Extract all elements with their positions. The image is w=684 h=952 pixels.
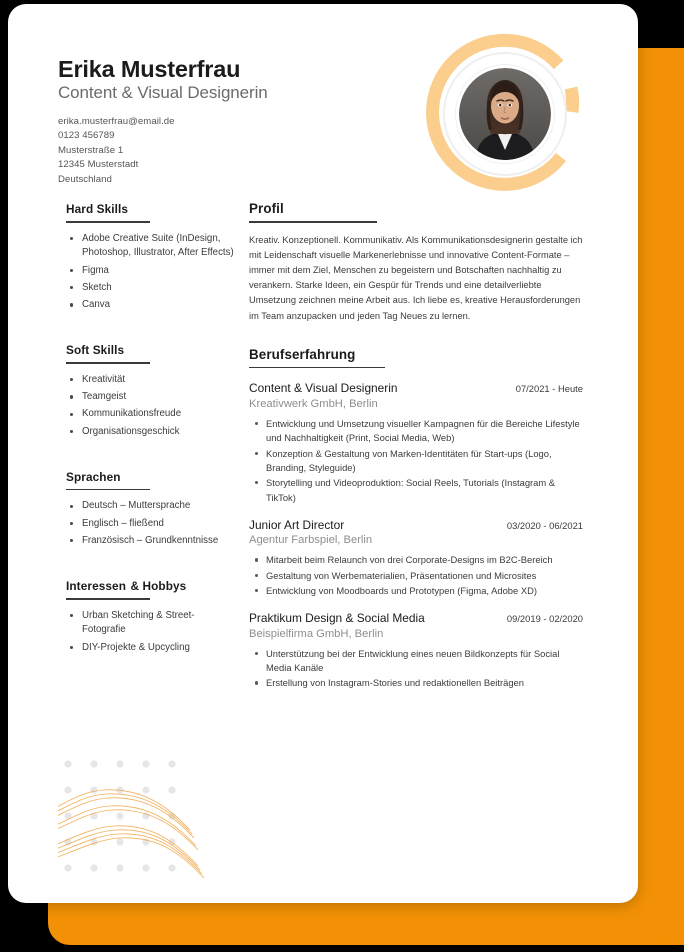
heading-underline (249, 221, 377, 223)
list-item: Organisationsgeschick (66, 425, 238, 440)
list-item: Figma (66, 264, 238, 279)
avatar (421, 30, 589, 198)
contact-phone: 0123 456789 (58, 130, 115, 142)
page-title: Erika Musterfrau (58, 56, 241, 82)
job-title: Junior Art Director (249, 517, 345, 532)
list-item: Entwicklung und Umsetzung visueller Kampagnen für die Bereiche Lifestyle und Nachhaltigkeit (Print, Social Media, Web) (249, 417, 583, 446)
job-company: Beispielfirma GmbH, Berlin (249, 627, 384, 640)
wave-lines (58, 790, 204, 878)
contact-country: Deutschland (58, 174, 112, 186)
job-subtitle: Content & Visual Designerin (58, 83, 268, 103)
job-duties-list (249, 417, 583, 505)
section-languages (66, 468, 238, 549)
list-item: Deutsch – Muttersprache (66, 499, 238, 514)
experience-entry (249, 381, 583, 504)
hard-skills-list (66, 232, 238, 313)
list-item: Unterstützung bei der Entwicklung eines neuen Bildkonzepts für Social Media Kanäle (249, 647, 583, 676)
job-date: 09/2019 - 02/2020 (506, 613, 583, 625)
section-hard-skills (66, 200, 238, 313)
list-item: Sketch (66, 281, 238, 296)
interests-list (66, 609, 238, 656)
decorative-pattern (58, 752, 258, 902)
list-item: Mitarbeit beim Relaunch von drei Corporate-Designs im B2C-Bereich (249, 553, 583, 567)
resume-page-card (8, 4, 638, 903)
languages-heading: Sprachen (66, 469, 121, 484)
experience-heading: Berufserfahrung (249, 346, 356, 362)
list-item: Kommunikationsfreude (66, 407, 238, 422)
job-title: Praktikum Design & Social Media (249, 611, 425, 626)
section-experience (249, 346, 583, 691)
hard-skills-heading: Hard Skills (66, 202, 129, 216)
interests-heading-line2: & Hobbys (130, 579, 187, 594)
profil-heading: Profil (249, 201, 284, 216)
spacer (66, 442, 238, 468)
section-soft-skills (66, 341, 238, 439)
experience-entry (249, 518, 583, 598)
job-date: 07/2021 - Heute (515, 383, 583, 395)
spacer (66, 551, 238, 577)
job-date: 03/2020 - 06/2021 (506, 519, 583, 531)
section-interests (66, 577, 238, 655)
list-item: Adobe Creative Suite (InDesign, Photoshop, Illustrator, After Effects) (66, 232, 238, 261)
list-item: Französisch – Grundkenntnisse (66, 534, 238, 549)
section-profil (249, 200, 583, 324)
header (58, 56, 398, 188)
interests-heading-line1: Interessen (66, 579, 127, 594)
contact-email: erika.musterfrau@email.de (58, 115, 175, 127)
languages-list (66, 499, 238, 548)
job-duties-list (249, 553, 583, 598)
heading-underline (66, 489, 150, 491)
list-item: Entwicklung von Moodboards und Prototypen (Figma, Adobe XD) (249, 584, 583, 598)
soft-skills-heading: Soft Skills (66, 343, 125, 358)
main-content (249, 200, 583, 692)
list-item: Urban Sketching & Street-Fotografie (66, 609, 238, 638)
list-item: Konzeption & Gestaltung von Marken-Identitäten für Start-ups (Logo, Branding, Styleguide) (249, 447, 583, 476)
list-item: Kreativität (66, 373, 238, 388)
list-item: Canva (66, 298, 238, 313)
sidebar (66, 200, 238, 658)
contact-street: Musterstraße 1 (58, 144, 124, 156)
contact-block (58, 115, 398, 188)
dots-and-waves-icon (58, 752, 258, 902)
job-company: Agentur Farbspiel, Berlin (249, 534, 373, 547)
list-item: DIY-Projekte & Upcycling (66, 641, 238, 656)
job-title: Content & Visual Designerin (249, 381, 398, 396)
heading-underline (66, 221, 150, 223)
soft-skills-list (66, 373, 238, 439)
heading-underline (66, 598, 150, 600)
contact-city: 12345 Musterstadt (58, 159, 139, 171)
profil-text: Kreativ. Konzeptionell. Kommunikativ. Als Kommunikationsdesignerin gestalte ich mit Leidenschaft visuelle Markenerlebnisse und innovative Content-Formate – immer mit dem Ziel, Menschen zu begeistern und Botschaften nachhaltig zu verankern. Starke Ideen, ein Gespür für Trends und eine detailverliebte Umsetzung zeichnen meine Arbeit aus. Ich liebe es, kreative Herausforderungen im Team anzupacken und jeden Tag Neues zu lernen. (249, 234, 583, 321)
heading-underline (66, 362, 150, 364)
list-item: Gestaltung von Werbematerialien, Präsentationen und Microsites (249, 569, 583, 583)
list-item: Erstellung von Instagram-Stories und redaktionellen Beiträgen (249, 676, 583, 690)
list-item: Teamgeist (66, 390, 238, 405)
list-item: Storytelling und Videoproduktion: Social Reels, Tutorials (Instagram & TikTok) (249, 476, 583, 505)
job-company: Kreativwerk GmbH, Berlin (249, 397, 378, 410)
experience-entry (249, 611, 583, 690)
spacer (66, 315, 238, 341)
job-duties-list (249, 647, 583, 691)
list-item: Englisch – fließend (66, 517, 238, 532)
heading-underline (249, 367, 385, 369)
profile-photo (456, 65, 554, 163)
